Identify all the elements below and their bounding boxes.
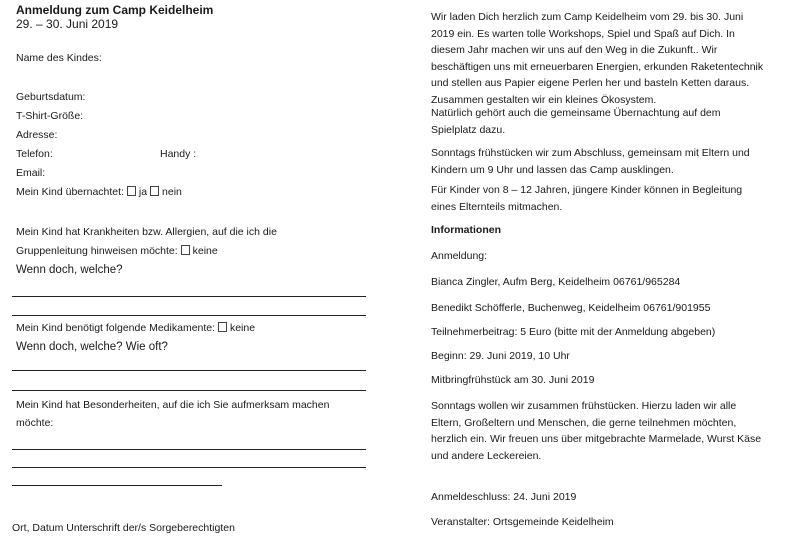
mobile-label: Handy : — [160, 148, 197, 160]
child-name-label: Name des Kindes: — [16, 52, 102, 64]
start-text: Beginn: 29. Juni 2019, 10 Uhr — [431, 350, 570, 362]
overnight-yes-checkbox[interactable] — [127, 186, 136, 196]
intro-line: und stellen aus Papier eigene Perlen her und basteln Ketten daraus. — [431, 77, 750, 89]
intro-paragraph — [431, 9, 763, 108]
meds-which-label: Wenn doch, welche? Wie oft? — [16, 341, 168, 353]
sunday-line: Sonntags frühstücken wir zum Abschluss, gemeinsam mit Eltern und — [431, 147, 750, 159]
sunday-invite-line: herzlich ein. Wir freuen uns über mitgebrachte Marmelade, Wurst Käse — [431, 433, 762, 445]
sunday-invite-line: Eltern, Großeltern und Menschen, die gerne teilnehmen möchten, — [431, 416, 737, 429]
special-line-1: Mein Kind hat Besonderheiten, auf die ich Sie aufmerksam machen — [16, 399, 330, 411]
intro-line: Wir laden Dich herzlich zum Camp Keidelheim vom 29. bis 30. Juni — [431, 11, 744, 23]
illness-line-2: Gruppenleitung hinweisen möchte: — [16, 245, 178, 257]
meds-write-line[interactable] — [12, 370, 366, 371]
illness-write-line[interactable] — [12, 296, 366, 297]
sunday-invite-line: und andere Leckereien. — [431, 449, 542, 462]
meds-label: Mein Kind benötigt folgende Medikamente: — [16, 322, 216, 334]
sunday-invite-paragraph — [431, 398, 761, 464]
meds-question — [16, 322, 255, 335]
ages-line: Für Kinder von 8 – 12 Jahren, jüngere Kinder können in Begleitung — [431, 184, 743, 196]
overnight-label: Mein Kind übernachtet: — [16, 186, 124, 198]
overnight-no-checkbox[interactable] — [150, 186, 159, 196]
email-label: Email: — [16, 167, 46, 179]
sunday-paragraph — [431, 145, 750, 178]
overnight-line: Spielplatz dazu. — [431, 123, 506, 136]
organizer-text: Veranstalter: Ortsgemeinde Keidelheim — [431, 516, 614, 528]
contact-1: Bianca Zingler, Aufm Berg, Keidelheim 06761/965284 — [431, 276, 681, 288]
illness-none-label: keine — [192, 245, 218, 257]
overnight-question — [16, 186, 182, 199]
address-label: Adresse: — [16, 129, 58, 141]
breakfast-text: Mitbringfrühstück am 30. Juni 2019 — [431, 374, 595, 386]
signature-label: Ort, Datum Unterschrift der/s Sorgeberechtigten — [12, 522, 235, 534]
special-write-line[interactable] — [12, 449, 366, 450]
intro-line: beschäftigen uns mit erneuerbaren Energien, erkunden Raketentechnik — [431, 60, 764, 73]
intro-line: diesem Jahr machen wir uns auf den Weg in die Zukunft.. Wir — [431, 44, 718, 56]
sunday-invite-line: Sonntags wollen wir zusammen frühstücken. Hierzu laden wir alle — [431, 400, 737, 412]
special-line-2: möchte: — [16, 417, 54, 429]
intro-line: 2019 ein. Es warten tolle Workshops, Spiel und Spaß auf Dich. In — [431, 27, 735, 40]
form-title: Anmeldung zum Camp Keidelheim — [16, 3, 214, 17]
fee-text: Teilnehmerbeitrag: 5 Euro (bitte mit der Anmeldung abgeben) — [431, 326, 716, 338]
registration-label: Anmeldung: — [431, 250, 488, 262]
overnight-paragraph — [431, 105, 721, 138]
phone-label: Telefon: — [16, 148, 53, 160]
illness-which-label: Wenn doch, welche? — [16, 264, 123, 276]
sunday-line: Kindern um 9 Uhr und lassen das Camp ausklingen. — [431, 163, 674, 176]
overnight-yes-label: ja — [138, 186, 148, 198]
tshirt-label: T-Shirt-Größe: — [16, 110, 84, 122]
illness-none-checkbox[interactable] — [181, 245, 190, 255]
meds-none-checkbox[interactable] — [218, 322, 227, 332]
illness-line-1: Mein Kind hat Krankheiten bzw. Allergien, auf die ich die — [16, 226, 277, 238]
intro-line: Zusammen gestalten wir ein kleines Ökosystem. — [431, 93, 657, 106]
illness-question — [16, 245, 218, 258]
ages-line: eines Elternteils mitmachen. — [431, 200, 563, 213]
contact-2: Benedikt Schöfferle, Buchenweg, Keidelheim 06761/901955 — [431, 302, 711, 314]
deadline-text: Anmeldeschluss: 24. Juni 2019 — [431, 491, 577, 503]
overnight-line: Natürlich gehört auch die gemeinsame Übernachtung auf dem — [431, 107, 721, 119]
ages-paragraph — [431, 182, 742, 215]
illness-write-line[interactable] — [12, 315, 366, 316]
camp-date: 29. – 30. Juni 2019 — [16, 17, 119, 31]
special-write-line[interactable] — [12, 467, 366, 468]
info-heading: Informationen — [431, 224, 501, 236]
signature-line[interactable] — [12, 485, 222, 486]
overnight-no-label: nein — [162, 186, 182, 198]
birthdate-label: Geburtsdatum: — [16, 91, 86, 103]
meds-write-line[interactable] — [12, 390, 366, 391]
meds-none-label: keine — [229, 322, 256, 334]
